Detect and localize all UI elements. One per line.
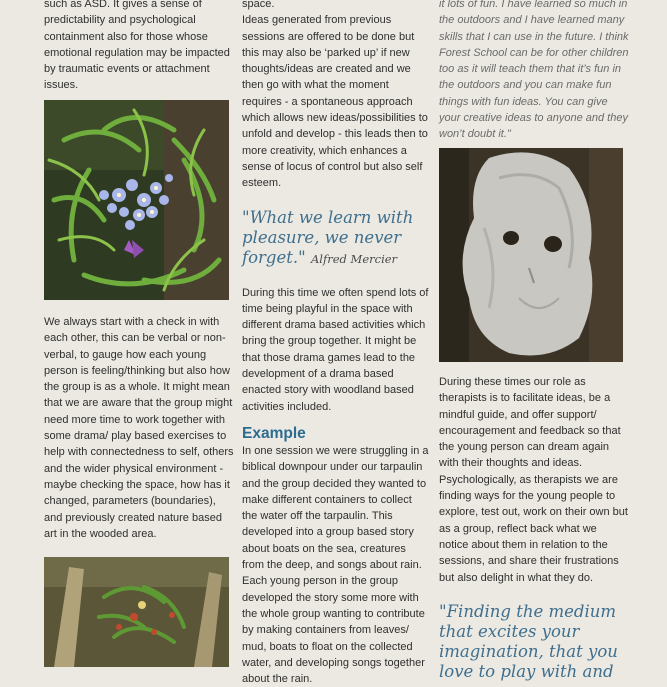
column-left-lower [44,314,234,542]
paragraph-check-in: We always start with a check in with each other, this can be verbal or non-verbal, to gauge how each young person is feeling/thinking but also how the group is as a whole. It might mean that we are aware that the group might need more time to work together with some drama/ play based exercises to help with connectedness to self, others and the wider physical environment - maybe checking the space, how has it changed, parameters (boundaries), and previously created nature based art in the wooded area. [44,316,234,540]
paragraph-space: space. [242,0,275,10]
quote-mercier-author: Alfred Mercier [310,251,398,266]
paragraph-example: In one session we were struggling in a biblical downpour under our tarpaulin and the group decided they wanted to make different containers to collect the water off the tarpaulin. This developed into a group based story about boats on the sea, creatures from the deep, and songs about rain. Each young person in the group developed the story some more with the whole group wanting to contribute by making containers from leaves/ mud, boats to float on the collected water, and developing songs together about the rain. [242,444,429,686]
column-right [439,0,629,143]
column-right-lower [439,374,629,682]
column-middle [242,0,430,687]
heading-example: Example [242,424,306,442]
photo-clay-face [439,148,623,362]
paragraph-ideas: Ideas generated from previous sessions are offered to be done but this may also be ‘parked up’ if new thoughts/ideas are created and we then go with what the moment requires - a spontaneous approach which allows new ideas/possibilities to unfold and develop - this leads then to more creativity, which enhances a sense of locus of control but also self esteem. [242,14,428,190]
paragraph-therapists: During these times our role as therapists is to facilitate ideas, be a mindful guide, and offer support/ encouragement and feedback so that the young person can dream again with their thoughts and ideas. Psychologically, as therapists we are finding ways for the young people to explore, test out, work on their own but as a group, reflect back what we notice about them in relation to the sessions, and share their frustrations but also delight in what they do. [439,376,628,584]
quote-mercier-text: "What we learn with pleasure, we never forget." [242,207,414,267]
paragraph-playful: During this time we often spend lots of time being playful in the space with different drama based activities which bring the group together. It might be that those drama games lead to the development of a drama based enacted story with woodland based activities included. [242,286,429,413]
paragraph-child-quote: it lots of fun. I have learned so much in the outdoors and I have learned many skills that I can use in the future. I think Forest School can be for other children too as it will teach them that it’s fun in the outdoors and you can make fun things with fun ideas. You can give your creative ideas to anyone and they won’t doubt it." [439,0,629,141]
photo-flower-wreath [44,100,229,300]
paragraph-predictability: such as ASD. It gives a sense of predictability and psychological containment also for those whose emotional regulation may be impacted by traumatic events or attachment issues. [44,0,230,92]
photo-nature-art [44,557,229,667]
quote-finding-medium: "Finding the medium that excites your imagination, that you love to play with and [439,601,618,681]
column-left [44,0,234,94]
quote-mercier [242,208,430,269]
